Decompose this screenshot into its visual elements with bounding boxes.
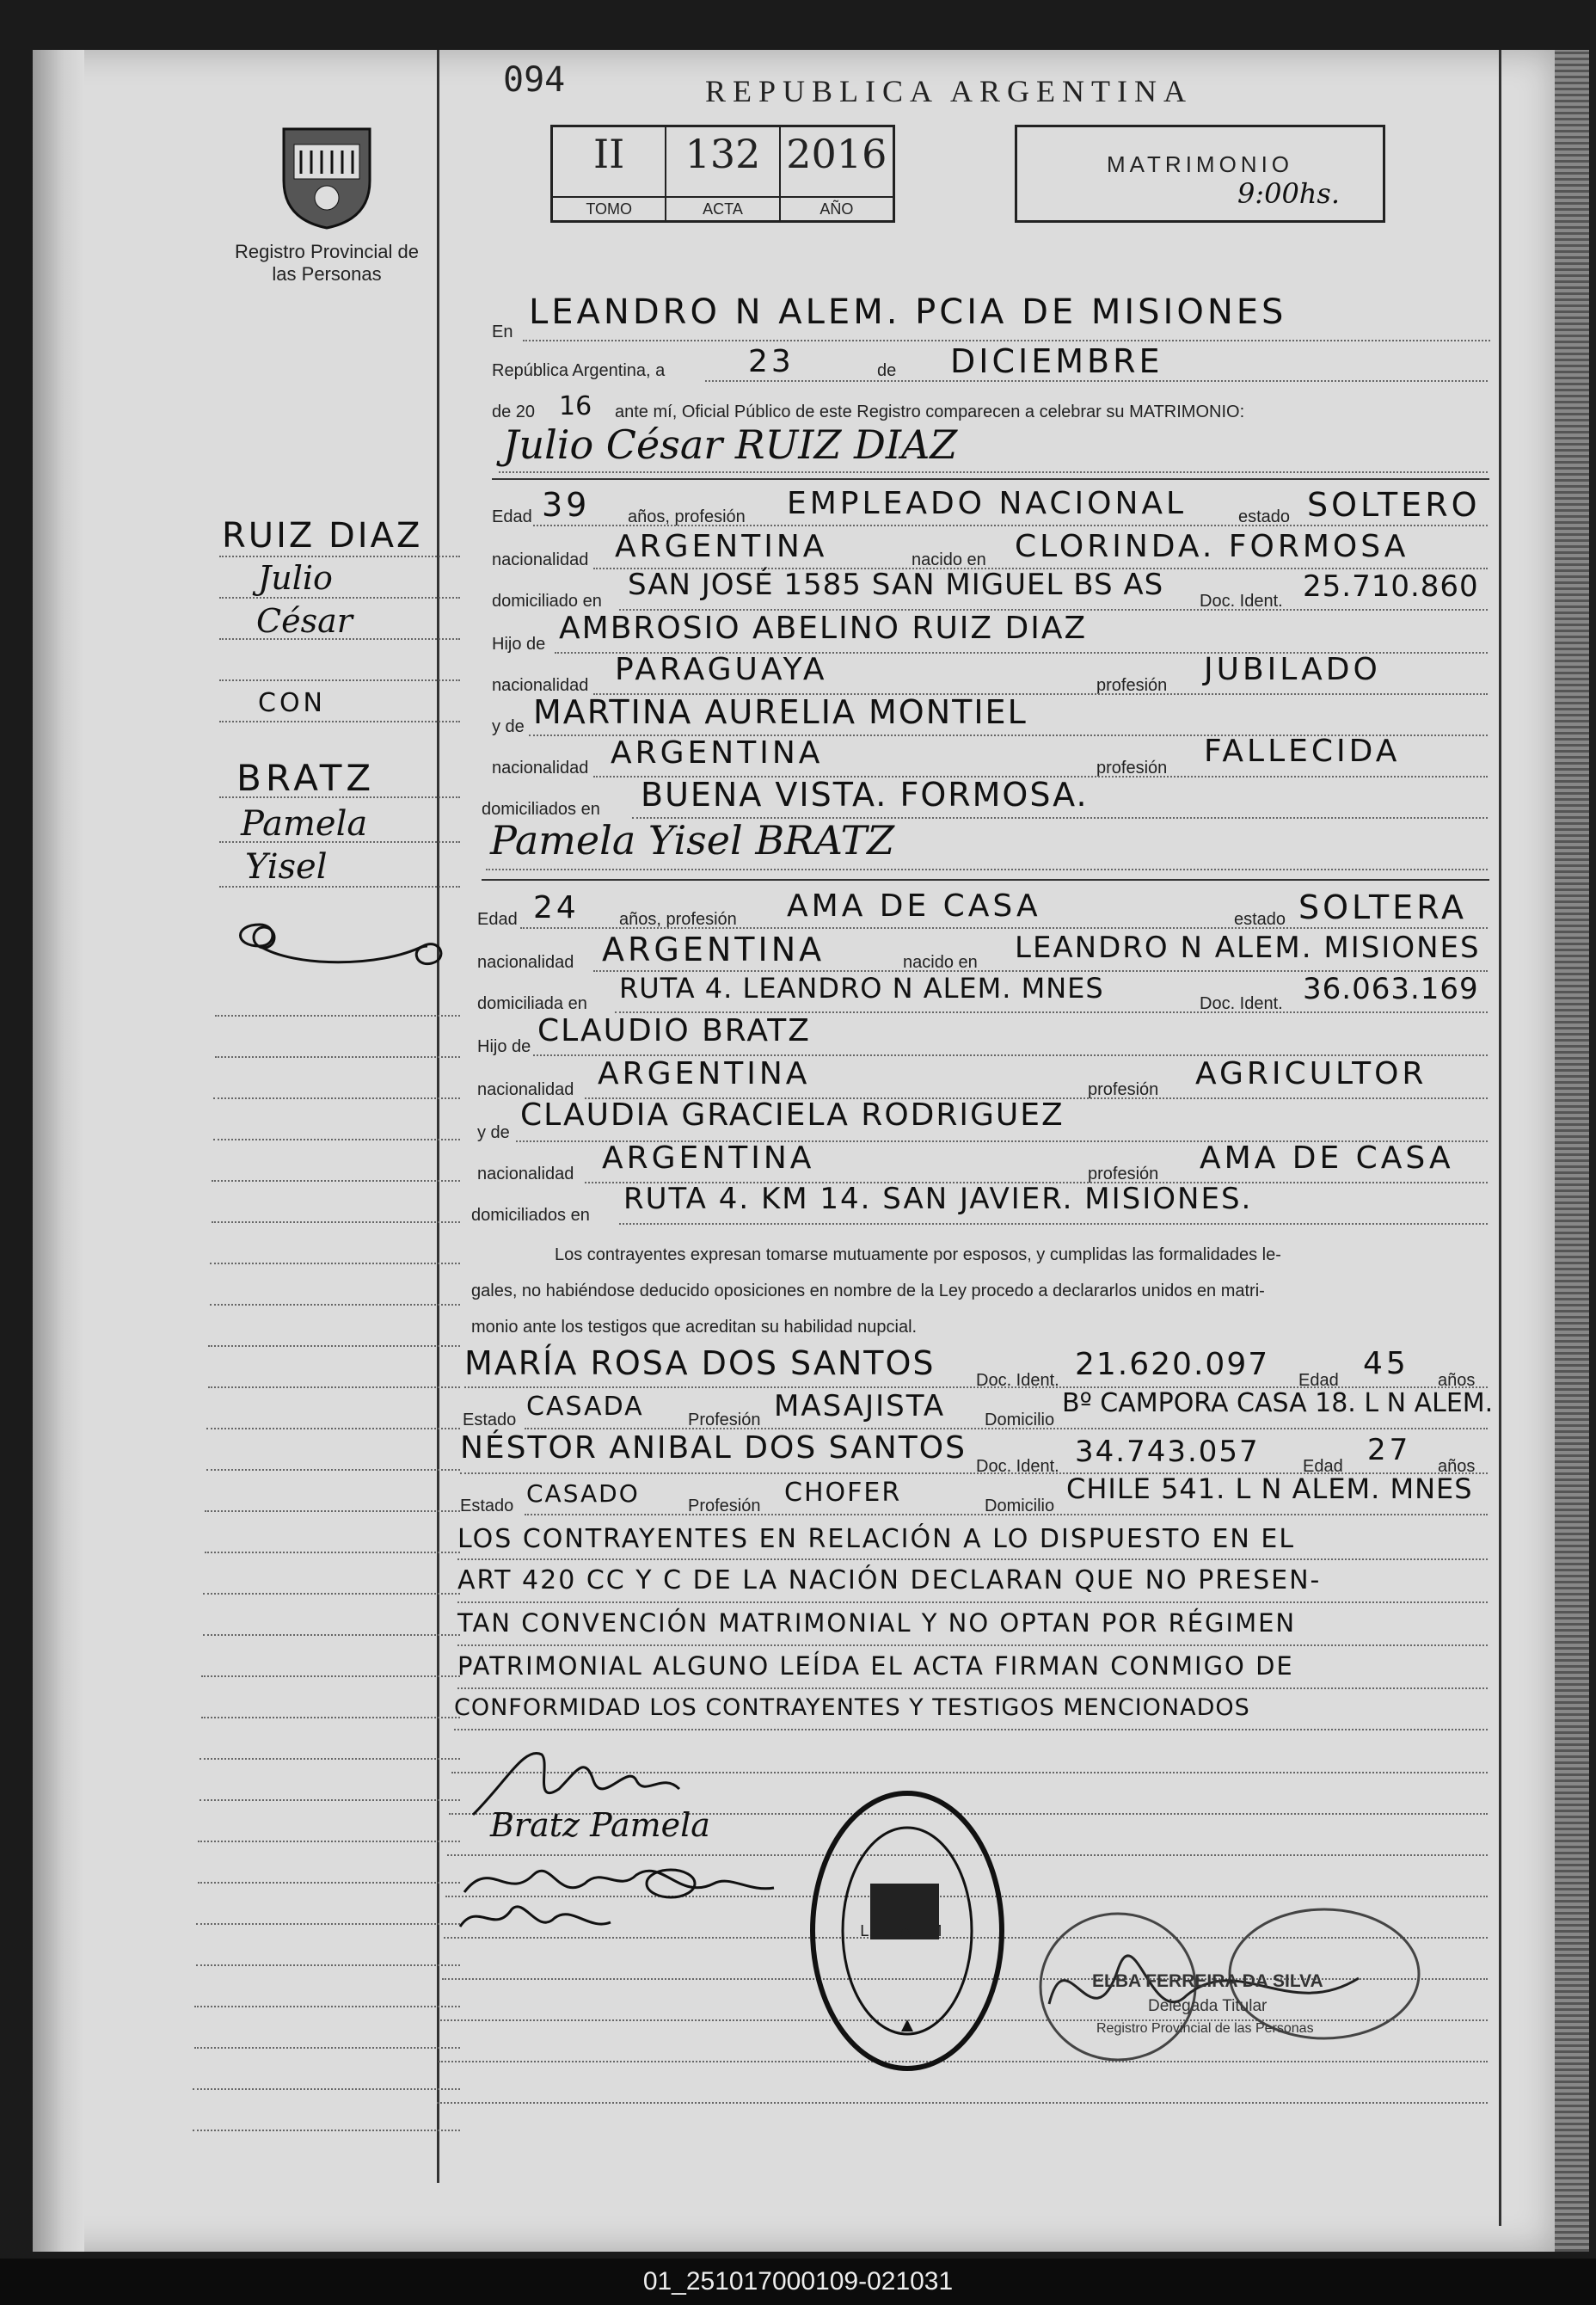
- groom-mother-nat: ARGENTINA: [611, 735, 824, 771]
- bride-hijo-label: Hijo de: [477, 1037, 531, 1056]
- bride-estado: SOLTERA: [1298, 888, 1468, 926]
- witness-1-age: 45: [1363, 1346, 1409, 1381]
- groom-father-prof: JUBILADO: [1204, 652, 1381, 687]
- de-label: de: [877, 361, 897, 380]
- bride-name: Pamela Yisel BRATZ: [490, 817, 895, 864]
- tomo-value: II: [592, 131, 625, 177]
- act-type-box: [1015, 125, 1385, 223]
- act-time: 9:00hs.: [1237, 177, 1340, 210]
- note-line-5: CONFORMIDAD LOS CONTRAYENTES Y TESTIGOS MENCIONADOS: [454, 1694, 1250, 1721]
- witness-1-address: Bº CAMPORA CASA 18. L N ALEM.: [1062, 1388, 1494, 1418]
- anio-value: 2016: [786, 131, 887, 177]
- bride-parents-dom-label: domiciliados en: [471, 1206, 590, 1225]
- groom-father-nat-label: nacionalidad: [492, 676, 589, 695]
- groom-doc-label: Doc. Ident.: [1200, 592, 1283, 611]
- bride-yde-label: y de: [477, 1123, 510, 1142]
- day-value: 23: [748, 344, 795, 379]
- margin-surname-1: RUIZ DIAZ: [222, 516, 423, 556]
- witness-2-profession: CHOFER: [784, 1478, 902, 1508]
- year-prefix: de 20: [492, 403, 536, 421]
- witness-2-anios-label: años: [1438, 1457, 1476, 1476]
- registry-name: Registro Provincial de las Personas: [235, 241, 419, 285]
- official-name: ELBA FERREIRA DA SILVA: [1092, 1971, 1323, 1991]
- groom-doc: 25.710.860: [1303, 569, 1479, 604]
- page-binding: [33, 50, 84, 2252]
- bride-mother-prof-label: profesión: [1088, 1165, 1159, 1183]
- witness-1-dom-label: Domicilio: [985, 1411, 1055, 1429]
- bride-nacido-label: nacido en: [903, 953, 978, 972]
- acta-value: 132: [684, 131, 761, 177]
- witness-1-prof-label: Profesión: [688, 1411, 761, 1429]
- bride-nationality: ARGENTINA: [602, 931, 826, 968]
- groom-yde-label: y de: [492, 717, 525, 736]
- bride-father: CLAUDIO BRATZ: [537, 1013, 811, 1048]
- groom-parents-address: BUENA VISTA. FORMOSA.: [641, 776, 1089, 814]
- ante-mi-text: ante mí, Oficial Público de este Registro comparecen a celebrar su MATRIMONIO:: [615, 403, 1245, 421]
- en-label: En: [492, 323, 513, 341]
- witness-2-doc: 34.743.057: [1075, 1435, 1260, 1469]
- bride-signature: Bratz Pamela: [490, 1806, 710, 1844]
- margin-given-2a: Pamela: [241, 804, 368, 844]
- bride-doc-label: Doc. Ident.: [1200, 994, 1283, 1013]
- groom-parents-dom-label: domiciliados en: [482, 800, 600, 819]
- bride-estado-label: estado: [1234, 910, 1286, 929]
- footer-id: 01_251017000109-021031: [642, 2267, 954, 2296]
- witness-1-estado: CASADA: [526, 1392, 644, 1422]
- country-title: REPUBLICA ARGENTINA: [705, 74, 1194, 108]
- groom-father: AMBROSIO ABELINO RUIZ DIAZ: [559, 611, 1088, 646]
- witness-2-signature: [451, 1892, 623, 1944]
- bride-mother-nat-label: nacionalidad: [477, 1165, 574, 1183]
- groom-estado: SOLTERO: [1307, 486, 1481, 524]
- groom-mother-prof-label: profesión: [1096, 759, 1168, 778]
- bride-mother: CLAUDIA GRACIELA RODRIGUEZ: [520, 1097, 1065, 1133]
- bride-prof-label: años, profesión: [619, 910, 737, 929]
- acta-cell: [666, 127, 780, 220]
- margin-given-2b: Yisel: [245, 847, 328, 887]
- margin-given-1a: Julio: [258, 559, 333, 597]
- bride-father-nat-label: nacionalidad: [477, 1080, 574, 1099]
- month-value: DICIEMBRE: [950, 342, 1163, 380]
- groom-birthplace: CLORINDA. FORMOSA: [1015, 529, 1409, 564]
- groom-mother: MARTINA AURELIA MONTIEL: [533, 693, 1028, 731]
- folio-number: 094: [503, 60, 566, 100]
- groom-father-nat: PARAGUAYA: [615, 652, 828, 687]
- margin-given-1b: César: [256, 602, 353, 640]
- margin-surname-2: BRATZ: [236, 757, 376, 799]
- witness-1-edad-label: Edad: [1298, 1371, 1339, 1390]
- groom-mother-nat-label: nacionalidad: [492, 759, 589, 778]
- groom-estado-label: estado: [1238, 507, 1291, 526]
- province-logo: [275, 120, 378, 232]
- republica-label: República Argentina, a: [492, 361, 666, 380]
- place-value: LEANDRO N ALEM. PCIA DE MISIONES: [529, 292, 1287, 332]
- groom-nac-label: nacionalidad: [492, 550, 589, 569]
- witness-2-doc-label: Doc. Ident.: [976, 1457, 1059, 1476]
- witness-1-name: MARÍA ROSA DOS SANTOS: [464, 1344, 936, 1382]
- witness-1-doc: 21.620.097: [1075, 1347, 1270, 1382]
- acta-label: ACTA: [666, 196, 778, 220]
- witness-2-estado-label: Estado: [460, 1497, 514, 1515]
- witness-2-estado: CASADO: [526, 1479, 640, 1508]
- bride-doc: 36.063.169: [1303, 972, 1479, 1006]
- record-number-box: [550, 125, 895, 223]
- bride-birthplace: LEANDRO N ALEM. MISIONES: [1015, 931, 1481, 965]
- right-rule: [1499, 50, 1501, 2226]
- declaration-line-1: Los contrayentes expresan tomarse mutuamente por esposos, y cumplidas las formalidades le-: [555, 1245, 1281, 1264]
- margin-rule: [437, 50, 439, 2183]
- tomo-cell: [553, 127, 666, 220]
- groom-profession: EMPLEADO NACIONAL: [787, 486, 1188, 521]
- margin-flourish: [225, 916, 457, 976]
- act-type: MATRIMONIO: [1106, 151, 1294, 177]
- bride-dom-label: domiciliada en: [477, 994, 587, 1013]
- margin-con: CON: [258, 688, 327, 718]
- witness-2-age: 27: [1367, 1433, 1412, 1467]
- groom-name: Julio César RUIZ DIAZ: [503, 421, 958, 468]
- groom-mother-prof: FALLECIDA: [1204, 734, 1401, 769]
- bride-father-prof: AGRICULTOR: [1195, 1056, 1427, 1091]
- witness-2-dom-label: Domicilio: [985, 1497, 1055, 1515]
- bride-mother-prof: AMA DE CASA: [1200, 1140, 1454, 1176]
- note-line-4: PATRIMONIAL ALGUNO LEÍDA EL ACTA FIRMAN CONMIGO DE: [457, 1651, 1294, 1681]
- groom-nationality: ARGENTINA: [615, 529, 828, 564]
- anio-cell: [781, 127, 893, 220]
- note-line-1: LOS CONTRAYENTES EN RELACIÓN A LO DISPUESTO EN EL: [457, 1524, 1296, 1554]
- bride-age: 24: [533, 890, 580, 925]
- tomo-label: TOMO: [553, 196, 665, 220]
- bride-nac-label: nacionalidad: [477, 953, 574, 972]
- witness-1-profession: MASAJISTA: [774, 1389, 946, 1423]
- declaration-line-2: gales, no habiéndose deducido oposiciones en nombre de la Ley procedo a declararlos unidos en matri-: [471, 1282, 1265, 1300]
- bride-edad-label: Edad: [477, 910, 518, 929]
- bride-father-prof-label: profesión: [1088, 1080, 1159, 1099]
- bride-address: RUTA 4. LEANDRO N ALEM. MNES: [619, 972, 1104, 1005]
- bride-mother-nat: ARGENTINA: [602, 1140, 815, 1176]
- groom-address: SAN JOSÉ 1585 SAN MIGUEL BS AS: [628, 568, 1164, 602]
- witness-2-address: CHILE 541. L N ALEM. MNES: [1066, 1472, 1473, 1505]
- groom-dom-label: domiciliado en: [492, 592, 602, 611]
- note-line-3: TAN CONVENCIÓN MATRIMONIAL Y NO OPTAN POR RÉGIMEN: [457, 1608, 1297, 1638]
- witness-1-anios-label: años: [1438, 1371, 1476, 1390]
- declaration-line-3: monio ante los testigos que acreditan su habilidad nupcial.: [471, 1318, 918, 1337]
- bride-parents-address: RUTA 4. KM 14. SAN JAVIER. MISIONES.: [623, 1182, 1253, 1216]
- witness-1-doc-label: Doc. Ident.: [976, 1371, 1059, 1390]
- note-line-2: ART 420 CC Y C DE LA NACIÓN DECLARAN QUE NO PRESEN-: [457, 1565, 1322, 1595]
- bride-father-nat: ARGENTINA: [598, 1056, 811, 1091]
- footer-bar: [0, 2259, 1596, 2305]
- official-org: Registro Provincial de las Personas: [1096, 2021, 1314, 2036]
- groom-prof-label: años, profesión: [628, 507, 746, 526]
- official-title: Delegada Titular: [1148, 1997, 1268, 2015]
- witness-2-edad-label: Edad: [1303, 1457, 1343, 1476]
- groom-hijo-label: Hijo de: [492, 635, 546, 654]
- groom-father-prof-label: profesión: [1096, 676, 1168, 695]
- bride-profession: AMA DE CASA: [787, 888, 1041, 924]
- groom-age: 39: [542, 486, 591, 524]
- groom-edad-label: Edad: [492, 507, 532, 526]
- witness-1-estado-label: Estado: [463, 1411, 517, 1429]
- anio-label: AÑO: [781, 196, 893, 220]
- page-edge: [1555, 50, 1589, 2252]
- witness-2-prof-label: Profesión: [688, 1497, 761, 1515]
- seal-center-text: L. N. ALEM: [860, 1922, 942, 1940]
- witness-2-name: NÉSTOR ANIBAL DOS SANTOS: [460, 1430, 967, 1466]
- year-suffix: 16: [559, 391, 592, 421]
- groom-nacido-label: nacido en: [912, 550, 986, 569]
